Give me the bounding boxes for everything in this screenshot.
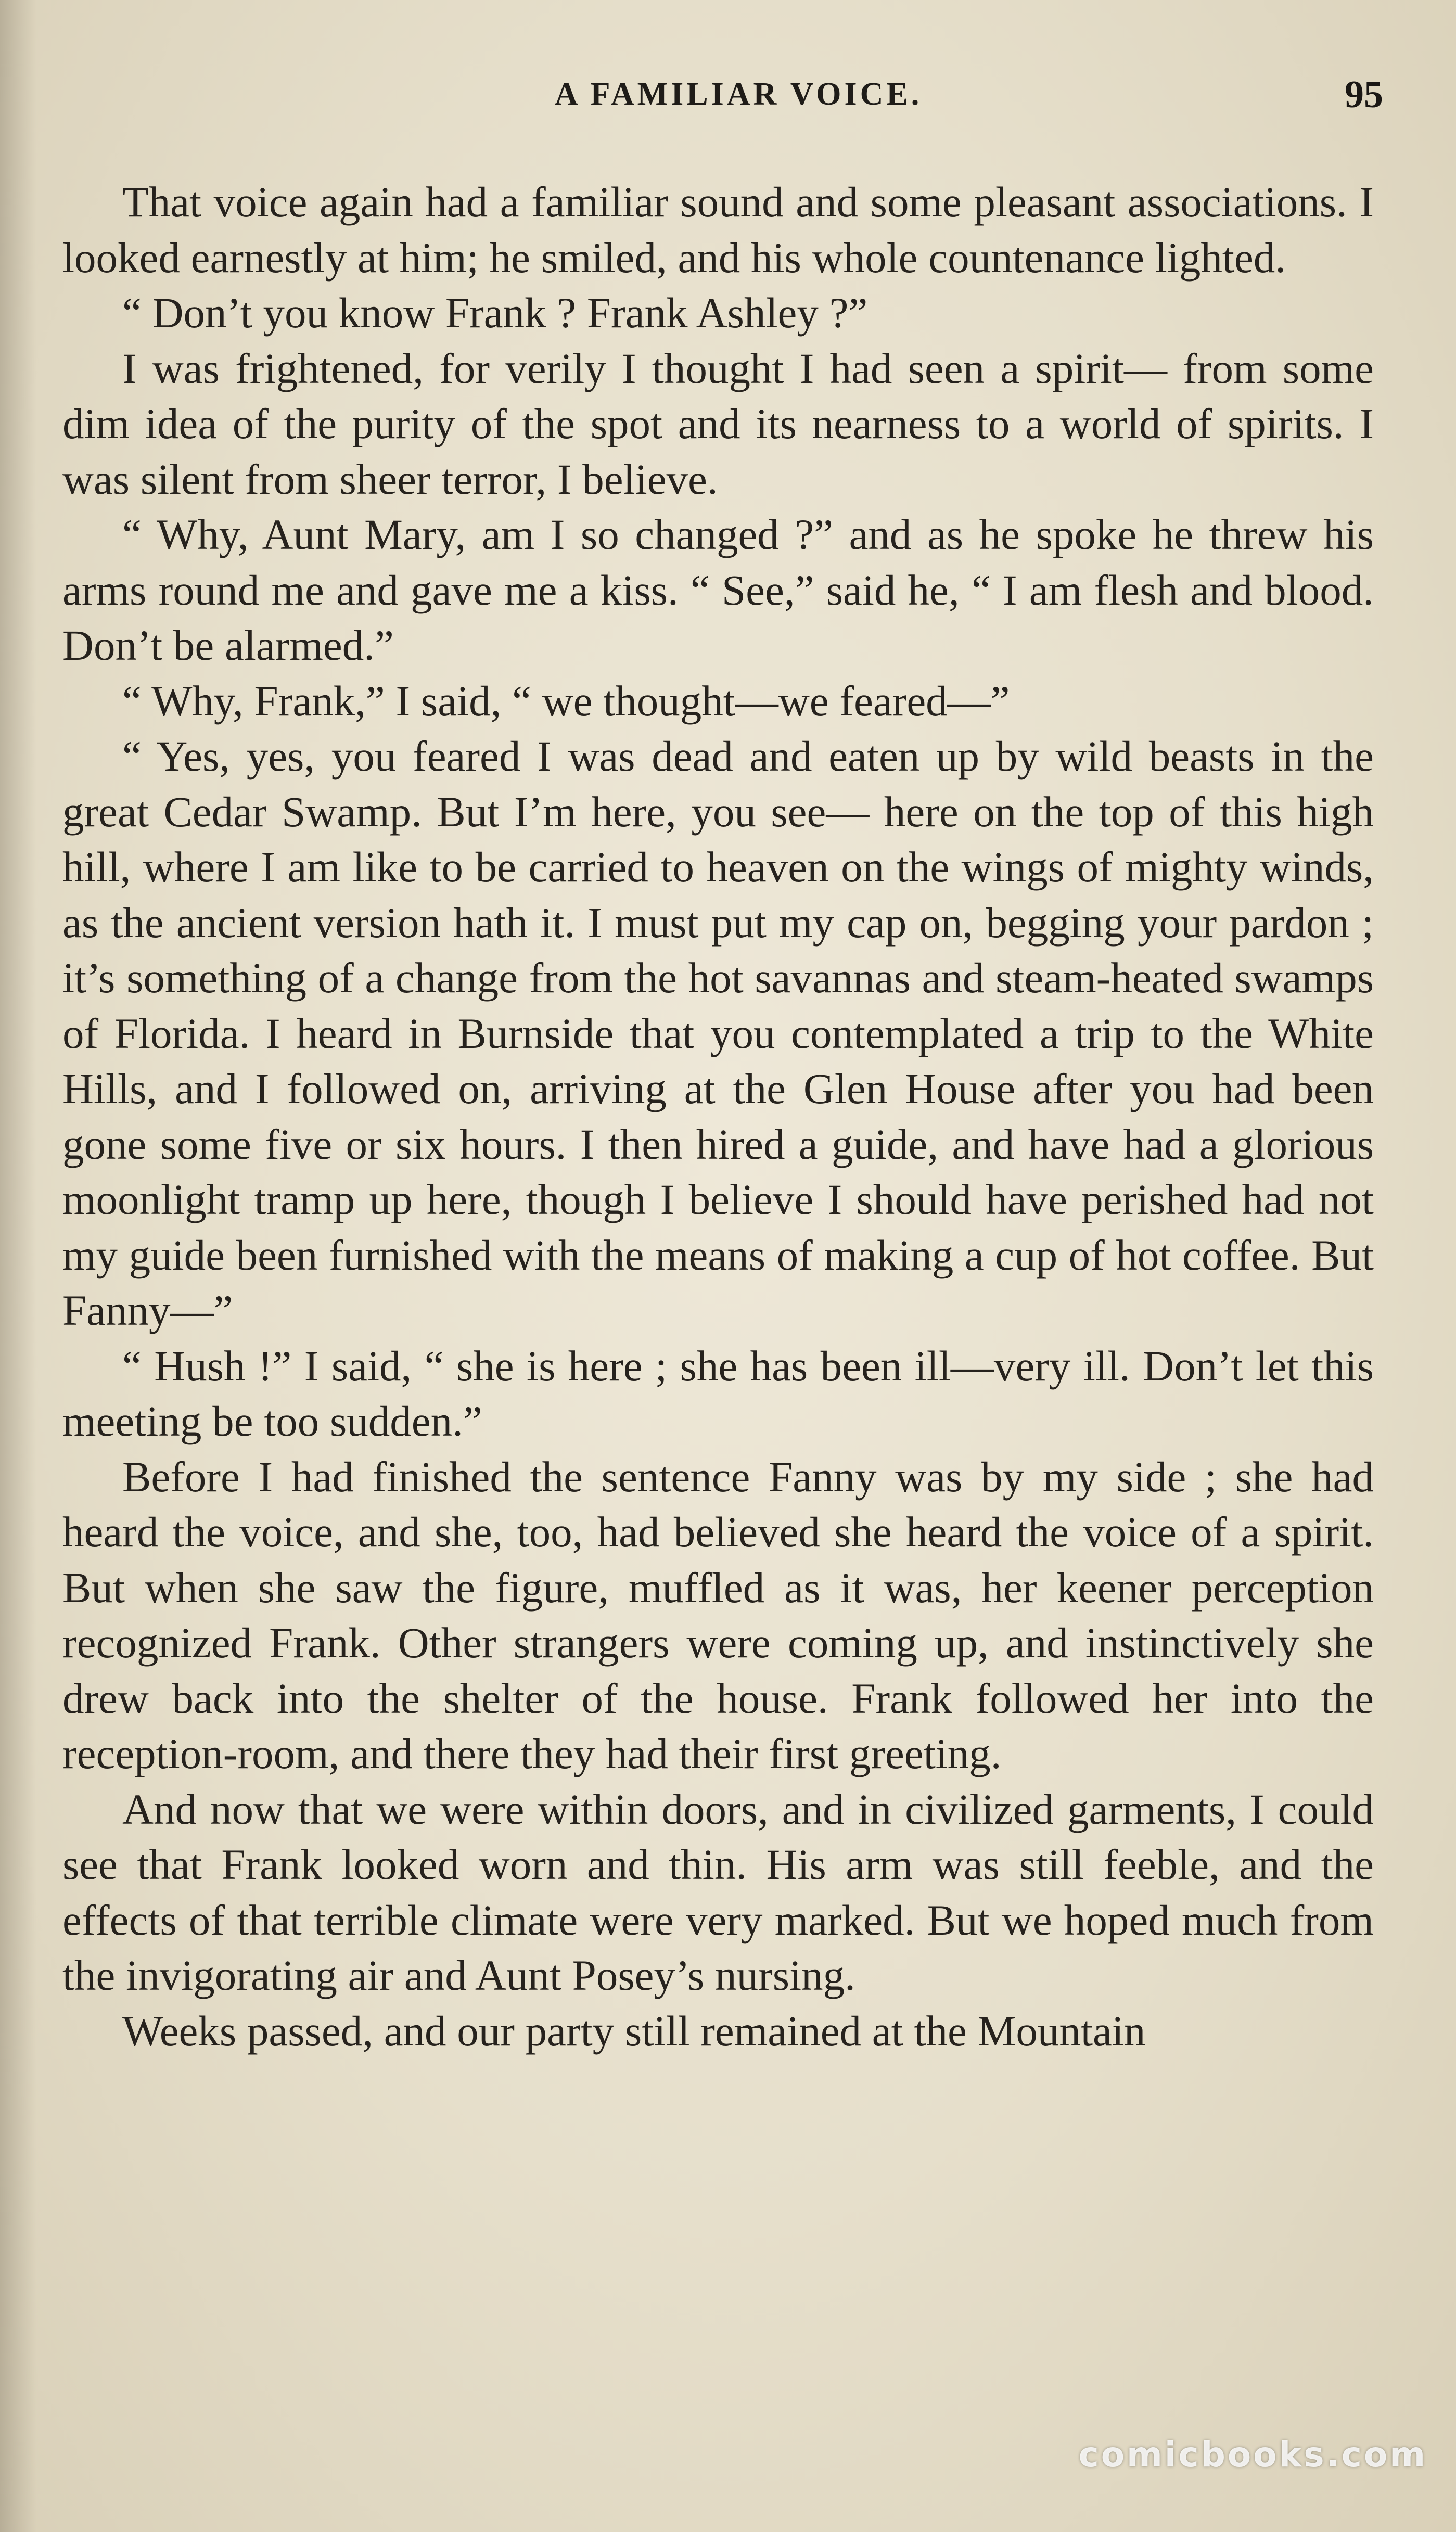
paragraph: “ Don’t you know Frank ? Frank Ashley ?” xyxy=(122,289,868,337)
body-text xyxy=(62,174,1374,2058)
page-gutter-shadow xyxy=(0,0,36,2532)
paragraph: That voice again had a familiar sound and some pleasant associations. I looked earnestly at him; he smiled, and his whole countenance lighted. xyxy=(62,178,1374,282)
running-title: A FAMILIAR VOICE. xyxy=(554,76,923,112)
paragraph: And now that we were within doors, and in civilized garments, I could see that Frank looked worn and thin. His arm was still feeble, and the effects of that terrible climate were very marked. But we hoped much from the invigorating air and Aunt Posey’s nursing. xyxy=(62,1785,1374,1999)
paragraph: I was frightened, for verily I thought I had seen a spirit— from some dim idea of the purity of the spot and its nearness to a world of spirits. I was silent from sheer terror, I believe. xyxy=(62,344,1374,503)
paragraph: “ Why, Frank,” I said, “ we thought—we feared—” xyxy=(122,676,1010,725)
paragraph: “ Why, Aunt Mary, am I so changed ?” and as he spoke he threw his arms round me and gave me a kiss. “ See,” said he, “ I am flesh and blood. Don’t be alarmed.” xyxy=(62,510,1374,669)
running-head xyxy=(0,73,1456,120)
paragraph: Weeks passed, and our party still remained at the Mountain xyxy=(122,2006,1146,2055)
watermark: comicbooks.com xyxy=(1078,2435,1427,2475)
paragraph: “ Hush !” I said, “ she is here ; she has been ill—very ill. Don’t let this meeting be too sudden.” xyxy=(62,1341,1374,1445)
paragraph: Before I had finished the sentence Fanny was by my side ; she had heard the voice, and she, too, had believed she heard the voice of a spirit. But when she saw the figure, muffled as it was, her keener perception recognized Frank. Other strangers were coming up, and instinctively she drew back into the shelter of the house. Frank followed her into the reception-room, and there they had their first greeting. xyxy=(62,1452,1374,1777)
paragraph: “ Yes, yes, you feared I was dead and eaten up by wild beasts in the great Cedar Swamp. But I’m here, you see— here on the top of this high hill, where I am like to be carried to heaven on the wings of mighty winds, as the ancient version hath it. I must put my cap on, begging your pardon ; it’s something of a change from the hot savannas and steam-heated swamps of Florida. I heard in Burnside that you contemplated a trip to the White Hills, and I followed on, arriving at the Glen House after you had been gone some five or six hours. I then hired a guide, and have had a glorious moonlight tramp up here, though I believe I should have perished had not my guide been furnished with the means of making a cup of hot coffee. But Fanny—” xyxy=(62,732,1374,1334)
page-number: 95 xyxy=(1345,73,1383,116)
